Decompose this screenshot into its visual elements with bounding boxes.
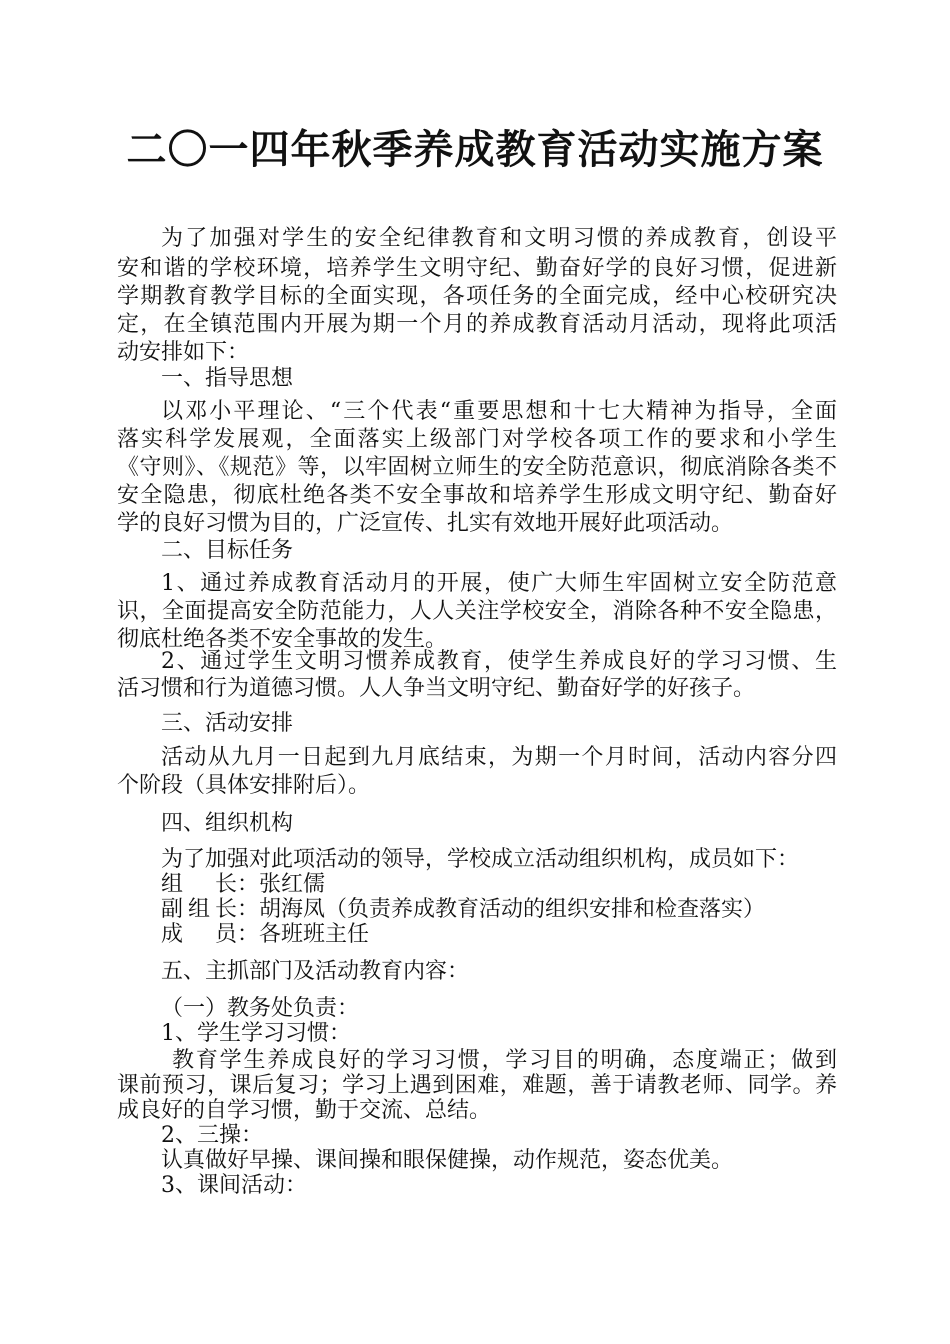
document-title: 二〇一四年秋季养成教育活动实施方案 (126, 127, 824, 173)
s1-line-3: 《守则》、《规范》等，以牢固树立师生的安全防范意识，彻底消除各类不 (117, 455, 837, 480)
s3-line-1: 活动从九月一日起到九月底结束，为期一个月时间，活动内容分四 (161, 745, 837, 770)
s5-item1-line-2: 课前预习，课后复习；学习上遇到困难，难题，善于请教老师、同学。养 (117, 1073, 837, 1098)
member-name: 胡海凤（负责养成教育活动的组织安排和检查落实） (259, 897, 766, 922)
s3-line-2: 个阶段（具体安排附后）。 (117, 773, 371, 798)
s1-line-5: 学的良好习惯为目的，广泛宣传、扎实有效地开展好此项活动。 (117, 511, 734, 536)
section-heading-organization: 四、组织机构 (161, 811, 294, 836)
s2-line-3: 彻底杜绝各类不安全事故的发生。 (117, 627, 448, 652)
s5-item1-line-1: 教育学生养成良好的学习习惯，学习目的明确，态度端正；做到 (172, 1048, 837, 1073)
member-name: 各班班主任 (259, 922, 370, 947)
s5-item1-title: 1、学生学习习惯： (161, 1021, 351, 1046)
s2-line-2: 识，全面提高安全防范能力，人人关注学校安全，消除各种不安全隐患， (117, 599, 837, 624)
intro-line-4: 定，在全镇范围内开展为期一个月的养成教育活动月活动，现将此项活 (117, 312, 837, 337)
intro-line-3: 学期教育教学目标的全面实现，各项任务的全面完成，经中心校研究决 (117, 284, 837, 309)
member-colon: ： (237, 922, 260, 947)
section-heading-departments: 五、主抓部门及活动教育内容： (161, 959, 470, 984)
member-role: 组长 (161, 872, 237, 897)
member-row-deputy (161, 896, 765, 924)
section-heading-guiding-ideology: 一、指导思想 (161, 366, 294, 391)
s5-item2-title: 2、三操： (161, 1123, 263, 1148)
member-row-leader (161, 871, 325, 899)
intro-line-2: 安和谐的学校环境，培养学生文明守纪、勤奋好学的良好习惯，促进新 (117, 256, 837, 281)
s2-line-1: 1、通过养成教育活动月的开展，使广大师生牢固树立安全防范意 (161, 571, 837, 596)
s5-item3-title: 3、课间活动： (161, 1173, 307, 1198)
s5-item1-line-3: 成良好的自学习惯，勤于交流、总结。 (117, 1098, 492, 1123)
member-colon: ： (237, 897, 260, 922)
member-name: 张红儒 (259, 872, 326, 897)
s1-line-1: 以邓小平理论、“三个代表“重要思想和十七大精神为指导，全面 (161, 399, 837, 424)
s4-intro: 为了加强对此项活动的领导，学校成立活动组织机构，成员如下： (161, 847, 800, 872)
intro-line-1: 为了加强对学生的安全纪律教育和文明习惯的养成教育，创设平 (161, 226, 837, 251)
s1-line-2: 落实科学发展观，全面落实上级部门对学校各项工作的要求和小学生 (117, 427, 837, 452)
section-heading-arrangement: 三、活动安排 (161, 711, 294, 736)
member-row-members (161, 921, 369, 949)
s5-sub1: （一）教务处负责： (161, 996, 360, 1021)
member-role: 副组长 (161, 897, 237, 922)
s2-line-4: 2、通过学生文明习惯养成教育，使学生养成良好的学习习惯、生 (161, 649, 837, 674)
s2-line-5: 活习惯和行为道德习惯。人人争当文明守纪、勤奋好学的好孩子。 (117, 676, 756, 701)
s5-item2-line: 认真做好早操、课间操和眼保健操，动作规范，姿态优美。 (161, 1148, 734, 1173)
member-role: 成员 (161, 922, 237, 947)
s1-line-4: 安全隐患，彻底杜绝各类不安全事故和培养学生形成文明守纪、勤奋好 (117, 483, 837, 508)
intro-line-5: 动安排如下： (117, 340, 250, 365)
section-heading-goals: 二、目标任务 (161, 538, 294, 563)
member-colon: ： (237, 872, 260, 897)
